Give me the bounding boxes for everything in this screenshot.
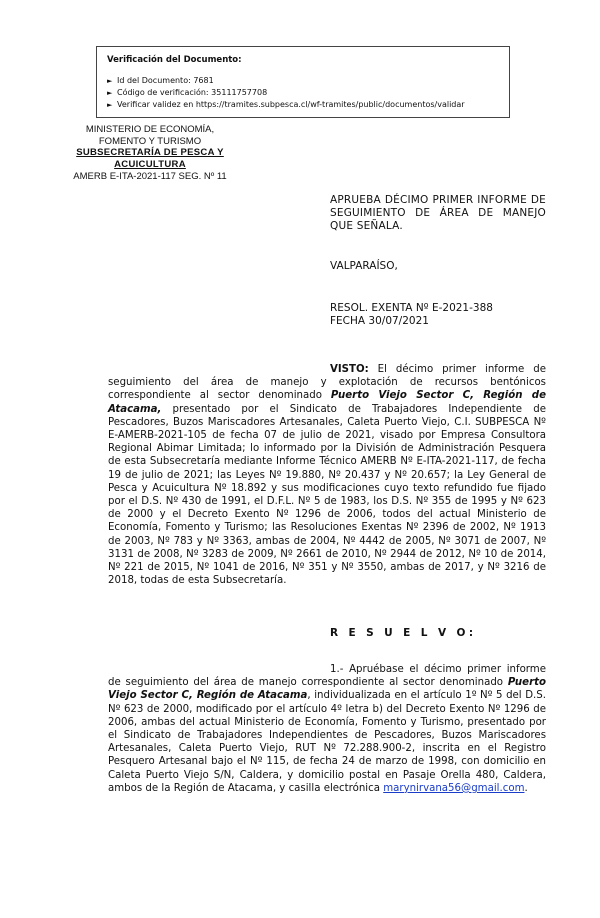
verification-list [107, 75, 499, 111]
verification-code: Código de verificación: 35111757708 [117, 88, 268, 97]
bullet-icon: ► [107, 77, 113, 85]
resolution-title: APRUEBA DÉCIMO PRIMER INFORME DE SEGUIMIENTO DE ÁREA DE MANEJO QUE SEÑALA. [330, 194, 546, 232]
article-1-paragraph [108, 663, 546, 795]
verification-url[interactable]: Verificar validez en https://tramites.subpesca.cl/wf-tramites/public/documentos/validar [117, 100, 465, 109]
letterhead [52, 124, 248, 183]
article-1-place: Puerto Viejo Sector C, Región de Atacama [108, 677, 546, 702]
verification-item [107, 99, 499, 111]
email-link[interactable]: marynirvana56@gmail.com [383, 782, 525, 794]
verification-item [107, 87, 499, 99]
resuelvo-heading: R E S U E L V O: [330, 627, 477, 639]
verification-box [96, 46, 510, 118]
article-1-end: . [524, 782, 528, 794]
resolution-date: FECHA 30/07/2021 [330, 315, 429, 327]
visto-label: VISTO: [330, 364, 369, 375]
ministry-line-2: FOMENTO Y TURISMO [98, 135, 202, 147]
visto-place: Puerto Viejo Sector C, Región de Atacama, [108, 390, 546, 415]
visto-text-1: El décimo primer informe de seguimiento del área de manejo y explotación de recursos bentónicos correspondiente al sector denominado [108, 364, 546, 402]
place: VALPARAÍSO, [330, 260, 398, 272]
subsecretaria-line-2: ACUICULTURA [114, 158, 186, 170]
bullet-icon: ► [107, 101, 113, 109]
bullet-icon: ► [107, 89, 113, 97]
visto-paragraph [108, 363, 546, 587]
article-1-text-1: Apruébase el décimo primer informe de seguimiento del área de manejo correspondiente al sector denominado [108, 664, 546, 689]
reference-number: AMERB E-ITA-2021-117 SEG. Nº 11 [73, 171, 227, 182]
resolution-number: RESOL. EXENTA Nº E-2021-388 [330, 302, 493, 314]
document-id: Id del Documento: 7681 [117, 76, 214, 85]
visto-text-2: presentado por el Sindicato de Trabajadores Independiente de Pescadores, Buzos Mariscadores Artesanales, Caleta Puerto Viejo, C.I. SUBPESCA Nº E-AMERB-2021-105 de fecha 07 de julio de 2021, visado por Empresa Consultora Regional Abimar Limitada; lo informado por la División de Administración Pesquera de esta Subsecretaría mediante Informe Técnico AMERB Nº E-ITA-2021-117, de fecha 19 de julio de 2021; las Leyes Nº 19.880, Nº 20.437 y Nº 20.657; la Ley General de Pesca y Acuicultura Nº 18.892 y sus modificaciones cuyo texto refundido fue fijado por el D.S. Nº 430 de 1991, el D.F.L. Nº 5 de 1983, los D.S. Nº 355 de 1995 y Nº 623 de 2000 y el Decreto Exento Nº 1296 de 2006, todos del actual Ministerio de Economía, Fomento y Turismo; las Resoluciones Exentas Nº 2396 de 2002, Nº 1913 de 2003, Nº 783 y Nº 3363, ambas de 2004, Nº 4442 de 2005, Nº 3071 de 2007, Nº 3131 de 2008, Nº 3283 de 2009, Nº 2661 de 2010, Nº 2944 de 2012, Nº 10 de 2014, Nº 221 de 2015, Nº 1041 de 2016, Nº 351 y Nº 3550, ambas de 2017, y Nº 3216 de 2018, todas de esta Subsecretaría. [108, 403, 546, 587]
article-1-text-2: , individualizada en el artículo 1º Nº 5 del D.S. Nº 623 de 2000, modificado por el artículo 4º letra b) del Decreto Exento Nº 1296 de 2006, ambas del actual Ministerio de Economía, Fomento y Turismo, presentado por el Sindicato de Trabajadores Independientes de Pescadores, Buzos Mariscadores Artesanales, Caleta Puerto Viejo, RUT Nº 72.288.900-2, inscrita en el Registro Pesquero Artesanal bajo el Nº 115, de fecha 24 de marzo de 1998, con domicilio en Caleta Puerto Viejo S/N, Caldera, y domicilio postal en Pasaje Orella 480, Caldera, ambos de la Región de Atacama, y casilla electrónica [108, 690, 546, 794]
resolution-info [330, 302, 546, 328]
article-number: 1.- [330, 664, 344, 675]
verification-item [107, 75, 499, 87]
verification-title: Verificación del Documento: [107, 55, 242, 65]
ministry-line-1: MINISTERIO DE ECONOMÍA, [85, 124, 215, 135]
subsecretaria-line-1: SUBSECRETARÍA DE PESCA Y [76, 147, 224, 158]
